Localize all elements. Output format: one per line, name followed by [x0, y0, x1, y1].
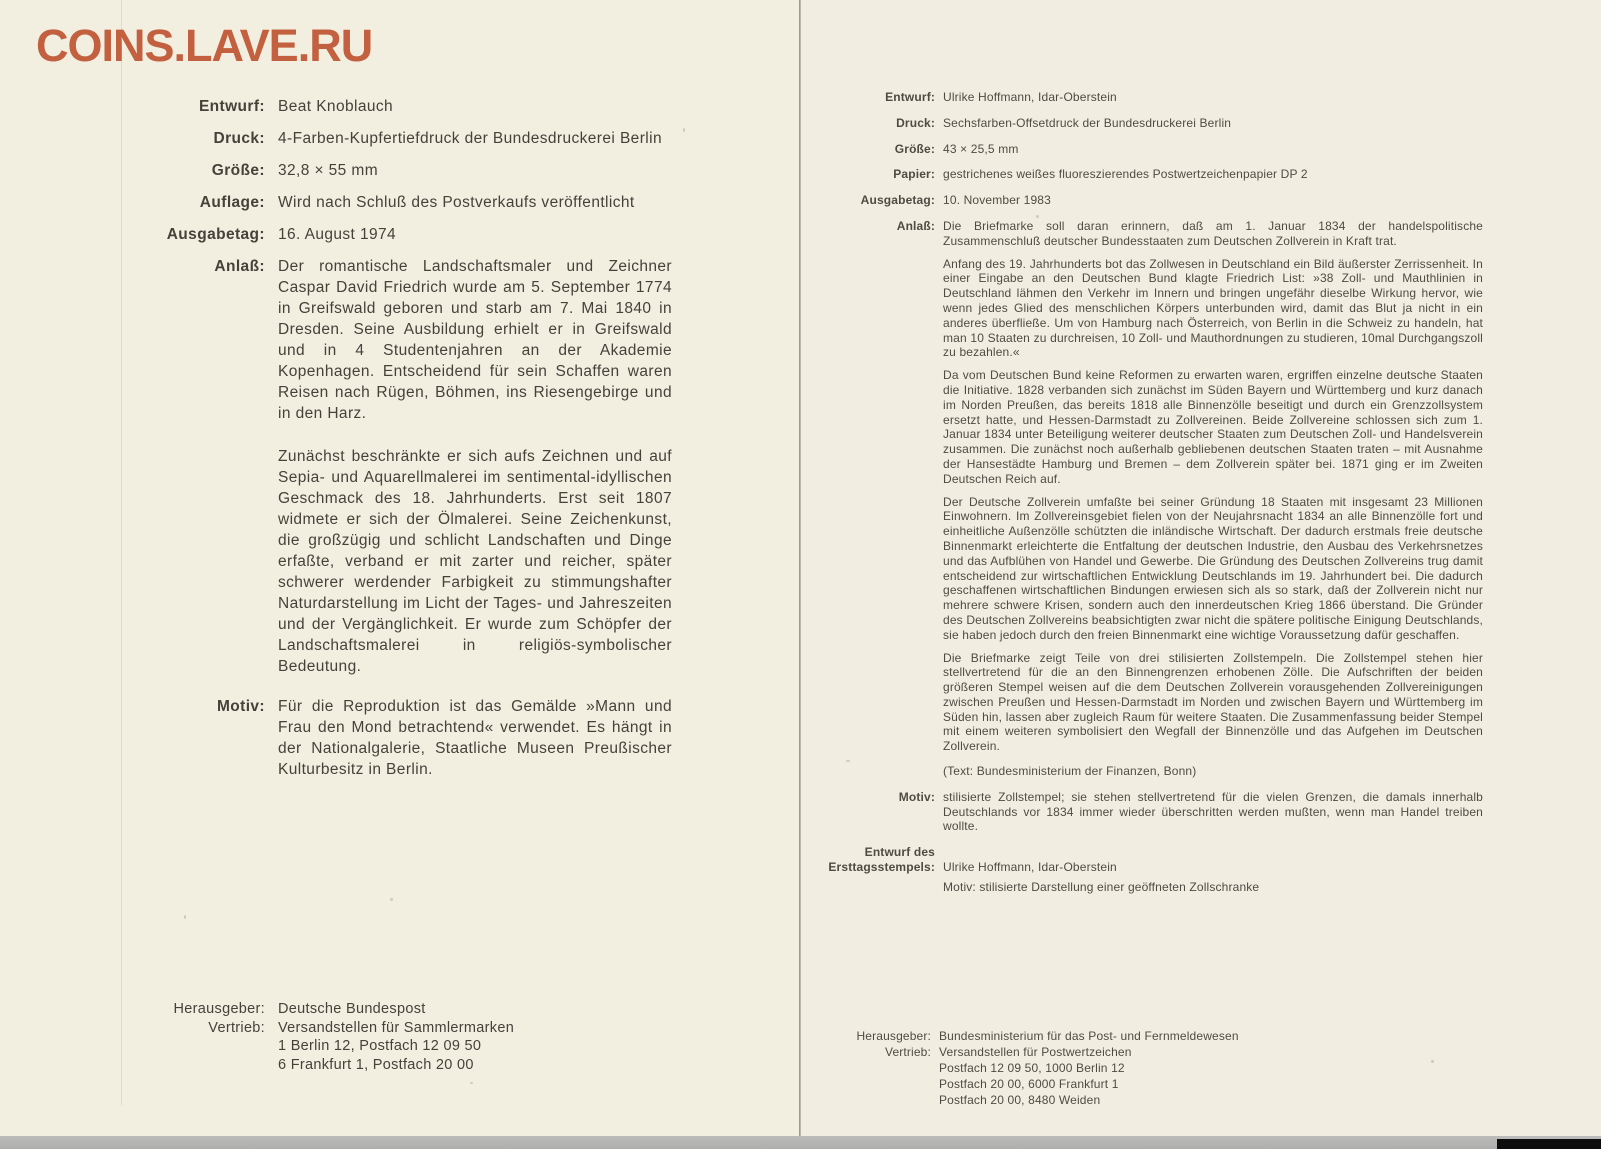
paper-speck	[1036, 215, 1039, 218]
left-page-content	[0, 96, 800, 791]
vertrieb-row	[0, 1019, 800, 1075]
anlass-text	[278, 256, 672, 677]
ersttagsstempel-value	[943, 845, 1483, 894]
field-row-entwurf	[0, 96, 800, 117]
motiv-text: Für die Reproduktion ist das Gemälde »Mann und Frau den Mond betrachtend« verwendet. Es hängt in der Nationalgalerie, Staatliche Museen Preußischer Kulturbesitz in Berlin.	[278, 698, 672, 778]
field-value: 16. August 1974	[278, 226, 397, 243]
ersttagsstempel-label	[801, 845, 935, 894]
paper-speck	[1431, 1060, 1434, 1063]
paper-speck	[846, 760, 850, 762]
right-page	[801, 0, 1601, 1136]
field-row-druck	[0, 128, 800, 149]
field-row-groesse	[801, 142, 1601, 157]
ersttagsstempel-section	[801, 845, 1601, 894]
anlass-text	[943, 219, 1483, 779]
field-label: Größe:	[894, 141, 935, 156]
vertrieb-line: Versandstellen für Sammlermarken	[278, 1019, 515, 1036]
watermark-text: COINS.LAVE.RU	[36, 20, 373, 71]
field-value: 10. November 1983	[943, 193, 1051, 208]
motiv-label: Motiv:	[898, 789, 935, 804]
motiv-text: stilisierte Zollstempel; sie stehen stellvertretend für die vielen Grenzen, die damals innerhalb Deutschlands vor 1834 immer wieder überschritten werden mußten, wenn man Handel treiben wollte.	[943, 789, 1483, 834]
paper-speck	[470, 1082, 473, 1084]
vertrieb-row	[801, 1044, 1601, 1108]
field-row-ausgabetag	[801, 193, 1601, 208]
motiv-label: Motiv:	[216, 698, 265, 715]
field-row-groesse	[0, 160, 800, 181]
label-line: Entwurf des	[864, 845, 935, 860]
paper-speck	[390, 898, 393, 901]
left-page	[0, 0, 800, 1136]
anlass-label: Anlaß:	[214, 258, 265, 275]
anlass-section	[801, 219, 1601, 779]
vertrieb-line: Postfach 20 00, 6000 Frankfurt 1	[939, 1077, 1119, 1091]
herausgeber-value: Deutsche Bundespost	[278, 1001, 426, 1017]
herausgeber-label: Herausgeber:	[856, 1029, 931, 1043]
anlass-paragraph: Die Briefmarke soll daran erinnern, daß am 1. Januar 1834 der handelspolitische Zusammenschluß deutscher Bundesstaaten zum Deutschen Zollverein in Kraft trat.	[943, 218, 1483, 248]
field-label: Druck:	[213, 130, 265, 147]
vertrieb-lines	[939, 1044, 1419, 1108]
field-row-auflage	[0, 192, 800, 213]
stempel-motiv: Motiv: stilisierte Darstellung einer geöffneten Zollschranke	[943, 879, 1260, 894]
motiv-section	[0, 696, 800, 780]
scanner-corner	[1497, 1139, 1601, 1149]
label-line: Ersttagsstempels:	[828, 860, 935, 875]
herausgeber-row	[801, 1028, 1601, 1044]
field-label: Druck:	[896, 115, 935, 130]
field-value: Wird nach Schluß des Postverkaufs veröffentlicht	[278, 194, 635, 211]
field-label: Größe:	[211, 162, 265, 179]
anlass-paragraph: Der romantische Landschaftsmaler und Zeichner Caspar David Friedrich wurde am 5. September 1774 in Greifswald geboren und starb am 7. Mai 1840 in Dresden. Seine Ausbildung erhielt er in Greifswald und in 4 Studentenjahren an der Akademie Kopenhagen. Entscheidend für sein Schaffen waren Reisen nach Rügen, Böhmen, ins Riesengebirge und in den Harz.	[278, 258, 672, 422]
field-row-druck	[801, 116, 1601, 131]
anlass-paragraph: Die Briefmarke zeigt Teile von drei stilisierten Zollstempeln. Die Zollstempel stehen hier stellvertretend für die an den Binnengrenzen erhobenen Zölle. Die Aufschriften der beiden größeren Stempel weisen auf die dem Deutschen Zollverein vorausgehenden Zollvereinigungen zwischen Preußen und Hessen-Darmstadt im Norden und zwischen Bayern und Württemberg im Süden hin, lassen aber zugleich Raum für weitere Staaten. Die Zusammenfassung beider Stempel mit einem weiteren symbolisiert den Wegfall der Binnenzölle und das Aufgehen im Deutschen Zollverein.	[943, 650, 1483, 754]
right-imprint	[801, 1028, 1601, 1108]
right-page-content	[801, 90, 1601, 906]
scanner-edge	[0, 1136, 1601, 1149]
field-label: Auflage:	[199, 194, 265, 211]
herausgeber-label: Herausgeber:	[173, 1001, 265, 1017]
text-credit: (Text: Bundesministerium der Finanzen, Bonn)	[943, 764, 1197, 779]
field-row-entwurf	[801, 90, 1601, 105]
vertrieb-line: Postfach 12 09 50, 1000 Berlin 12	[939, 1061, 1125, 1075]
vertrieb-label: Vertrieb:	[884, 1045, 931, 1059]
field-value: 32,8 × 55 mm	[278, 162, 379, 179]
anlass-paragraph: Anfang des 19. Jahrhunderts bot das Zollwesen in Deutschland ein Bild äußerster Zerrissenheit. In einer Eingabe an den Deutschen Bund klagte Friedrich List: »38 Zoll- und Mauthlinien in Deutschland lähmen den Verkehr im Innern und bringen ungefähr dieselbe Wirkung hervor, wie wenn jedes Glied des menschlichen Körpers unterbunden wird, damit das Blut ja nicht in ein anderes überfließe. Um von Hamburg nach Österreich, von Berlin in die Schweiz zu handeln, hat man 10 Staaten zu durchreisen, 10 Zoll- und Mauthordnungen zu studieren, 10mal Durchgangszoll zu bezahlen.«	[943, 256, 1483, 360]
field-label: Ausgabetag:	[860, 193, 935, 208]
field-value: Ulrike Hoffmann, Idar-Oberstein	[943, 90, 1117, 104]
field-label: Papier:	[893, 167, 935, 182]
field-label: Entwurf:	[885, 90, 935, 104]
anlass-paragraph: Der Deutsche Zollverein umfaßte bei seiner Gründung 18 Staaten mit insgesamt 23 Millionen Einwohnern. Im Zollvereinsgebiet fielen von der Neujahrsnacht 1834 an alle Binnenzölle fort und einheitliche Außenzölle schützten die inländische Wirtschaft. Der dadurch erstmals freie deutsche Binnenmarkt erleichterte die Entfaltung der deutschen Industrie, den Ausbau des Verkehrsnetzes und das Aufblühen von Handel und Gewerbe. Die Gründung des Deutschen Zollvereins trug damit entscheidend zur wirtschaftlichen Entwicklung Deutschlands im 19. Jahrhundert bei. Die dadurch geschaffenen wirtschaftlichen Bindungen erwiesen sich als so stark, daß der Zollverein nicht nur mehrere schwere Krisen, sondern auch den innerdeutschen Krieg 1866 überstand. Die Gründer des Deutschen Zollvereins beabsichtigten zwar nicht die spätere politische Einigung Deutschlands, sie haben jedoch durch den freien Binnenmarkt eine wichtige Voraussetzung dafür geschaffen.	[943, 494, 1483, 642]
vertrieb-line: 6 Frankfurt 1, Postfach 20 00	[278, 1056, 474, 1073]
vertrieb-lines	[278, 1019, 708, 1075]
motiv-section	[801, 790, 1601, 834]
field-row-ausgabetag	[0, 224, 800, 245]
field-value: 4-Farben-Kupfertiefdruck der Bundesdruckerei Berlin	[278, 130, 662, 147]
page-seam	[799, 0, 801, 1136]
vertrieb-line: 1 Berlin 12, Postfach 12 09 50	[278, 1038, 482, 1054]
anlass-section	[0, 256, 800, 677]
paper-speck	[683, 128, 685, 132]
vertrieb-label: Vertrieb:	[208, 1019, 265, 1036]
vertrieb-line: Versandstellen für Postwertzeichen	[939, 1045, 1132, 1059]
anlass-label: Anlaß:	[896, 218, 935, 233]
vertrieb-line: Postfach 20 00, 8480 Weiden	[939, 1093, 1101, 1107]
field-value: Beat Knoblauch	[278, 98, 394, 115]
field-label: Entwurf:	[198, 98, 265, 115]
herausgeber-row	[0, 1000, 800, 1019]
field-value: 43 × 25,5 mm	[943, 141, 1019, 156]
field-value: Sechsfarben-Offsetdruck der Bundesdruckerei Berlin	[943, 115, 1232, 130]
field-label: Ausgabetag:	[166, 226, 265, 243]
paper-speck	[184, 915, 186, 919]
left-imprint	[0, 1000, 800, 1074]
designer-name: Ulrike Hoffmann, Idar-Oberstein	[943, 860, 1117, 875]
herausgeber-value: Bundesministerium für das Post- und Fernmeldewesen	[939, 1029, 1239, 1043]
field-row-papier	[801, 167, 1601, 182]
anlass-paragraph: Da vom Deutschen Bund keine Reformen zu erwarten waren, ergriffen einzelne deutsche Staaten die Initiative. 1828 verbanden sich zunächst im Süden Bayern und Württemberg und kurz danach im Norden Preußen, das bereits 1818 alle Binnenzölle beseitigt und durch ein Grenzzollsystem ersetzt hatte, und Hessen-Darmstadt zu Zollvereinen. Beide Zollvereine schlossen sich zum 1. Januar 1834 unter Beteiligung weiterer deutscher Staaten zum Deutschen Zoll- und Handelsverein zusammen. Die zunächst noch außerhalb gebliebenen deutschen Staaten traten – mit Ausnahme der Hansestädte Hamburg und Bremen – dem Zollverein später bei. 1871 ging er im Zweiten Deutschen Reich auf.	[943, 368, 1483, 486]
field-value: gestrichenes weißes fluoreszierendes Postwertzeichenpapier DP 2	[943, 167, 1308, 182]
anlass-paragraph: Zunächst beschränkte er sich aufs Zeichnen und auf Sepia- und Aquarellmalerei im sentimental-idyllischen Geschmack des 18. Jahrhunderts. Erst seit 1807 widmete er sich der Ölmalerei. Seine Zeichenkunst, die großzügig und schlicht Landschaften und Dinge erfaßte, verband er mit zarter und reicher, später schwerer werdender Farbigkeit zu stimmungshafter Naturdarstellung im Licht der Tages- und Jahreszeiten und der Vergänglichkeit. Er wurde zum Schöpfer der Landschaftsmalerei in religiös-symbolischer Bedeutung.	[278, 448, 672, 675]
